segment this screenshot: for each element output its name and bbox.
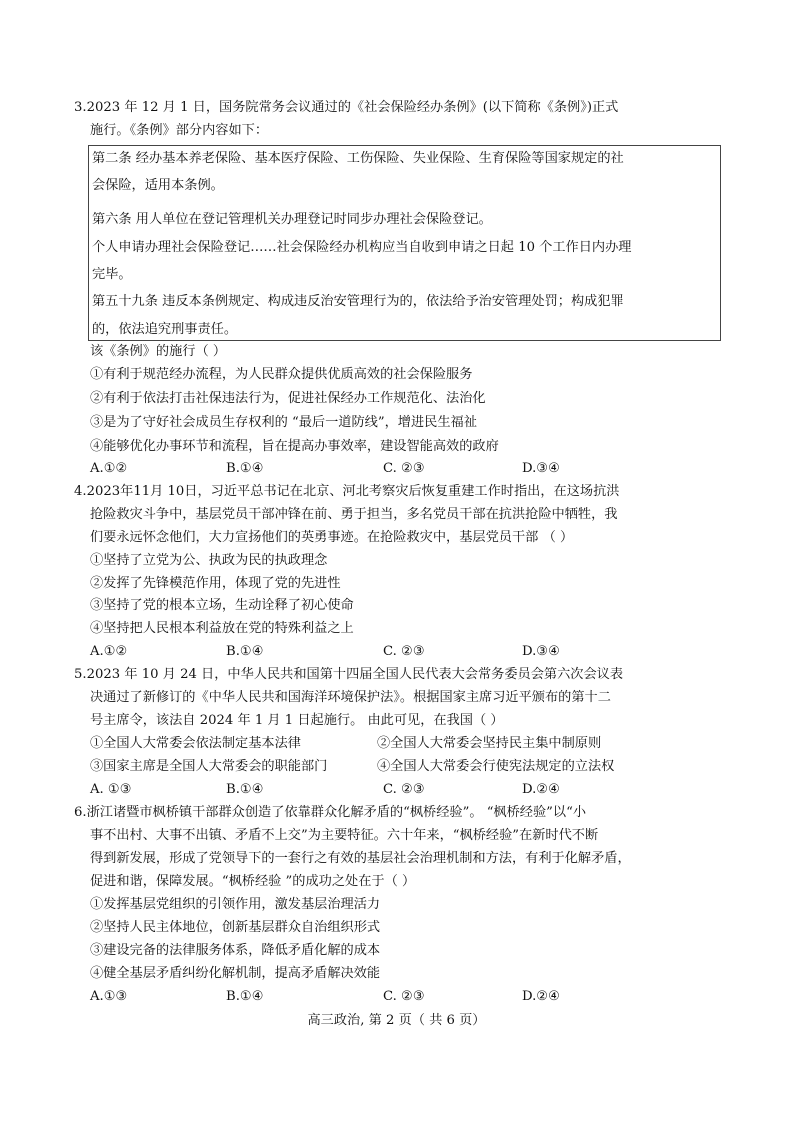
q5-choice-a: A. ①③ (90, 782, 132, 797)
q4-choice-d: D.③④ (522, 644, 560, 659)
q5-option-4: ④全国人大常委会行使宪法规定的立法权 (377, 759, 615, 774)
q3-choice-a: A.①② (90, 461, 128, 476)
excerpt-line-6: 第五十九条 违反本条例规定、构成违反治安管理行为的，依法给予治安管理处罚；构成犯罪 (92, 294, 624, 309)
excerpt-line-2: 会保险，适用本条例。 (92, 178, 224, 193)
q4-stem-line-1: 4.2023年11月 10日，习近平总书记在北京、河北考察灾后恢复重建工作时指出，在这场抗洪 (74, 484, 620, 499)
q3-stem-line-1: 3.2023 年 12 月 1 日，国务院常务会议通过的《社会保险经办条例》(以下简称《条例》)正式 (74, 100, 619, 115)
q3-choice-c: C. ②③ (383, 461, 425, 476)
excerpt-line-7: 的，依法追究刑事责任。 (92, 322, 238, 337)
q5-stem-line-3: 号主席令，该法自 2024 年 1 月 1 日起施行。 由此可见，在我国（ ） (90, 713, 504, 728)
q5-option-3: ③国家主席是全国人大常委会的职能部门 (90, 759, 328, 774)
q6-option-1: ①发挥基层党组织的引领作用，激发基层治理活力 (90, 897, 381, 912)
q4-choice-b: B.①④ (226, 644, 264, 659)
q4-stem-line-2: 抢险救灾斗争中，基层党员干部冲锋在前、勇于担当，多名党员干部在抗洪抢险中牺牲，我 (90, 507, 618, 522)
q5-option-2: ②全国人大常委会坚持民主集中制原则 (377, 736, 602, 751)
excerpt-line-5: 完毕。 (92, 267, 132, 282)
q3-choice-d: D.③④ (522, 461, 560, 476)
q6-stem-line-1: 6.浙江诸暨市枫桥镇干部群众创造了依靠群众化解矛盾的“枫桥经验”。 “枫桥经验”以“小 (74, 805, 587, 820)
excerpt-line-4: 个人申请办理社会保险登记……社会保险经办机构应当自收到申请之日起 10 个工作日内办理 (92, 240, 632, 255)
q4-choice-c: C. ②③ (383, 644, 425, 659)
q6-stem-line-3: 得到新发展，形成了党领导下的一套行之有效的基层社会治理机制和方法，有利于化解矛盾， (90, 851, 631, 866)
q6-stem-line-2: 事不出村、大事不出镇、矛盾不上交”为主要特征。六十年来，“枫桥经验”在新时代不断 (90, 828, 599, 843)
q6-option-2: ②坚持人民主体地位，创新基层群众自治组织形式 (90, 920, 381, 935)
q3-option-4: ④能够优化办事环节和流程，旨在提高办事效率，建设智能高效的政府 (90, 439, 499, 454)
q6-choice-a: A.①③ (90, 989, 128, 1004)
q3-choice-b: B.①④ (226, 461, 264, 476)
q5-stem-line-2: 决通过了新修订的《中华人民共和国海洋环境保护法》。根据国家主席习近平颁布的第十二 (90, 690, 611, 705)
q3-option-2: ②有利于依法打击社保违法行为，促进社保经办工作规范化、法治化 (90, 391, 486, 406)
q4-stem-line-3: 们要永远怀念他们，大力宣扬他们的英勇事迹。在抢险救灾中，基层党员干部 （ ） (90, 530, 574, 545)
q5-choice-d: D.②④ (522, 782, 560, 797)
q4-option-2: ②发挥了先锋模范作用，体现了党的先进性 (90, 576, 341, 591)
q4-option-1: ①坚持了立党为公、执政为民的执政理念 (90, 553, 328, 568)
q5-stem-line-1: 5.2023 年 10 月 24 日，中华人民共和国第十四届全国人民代表大会常务委员会第六次会议表 (74, 667, 624, 682)
q3-stem-line-2: 施行。《条例》部分内容如下： (90, 123, 269, 138)
q6-choice-d: D.②④ (522, 989, 560, 1004)
q4-option-4: ④坚持把人民根本利益放在党的特殊利益之上 (90, 621, 354, 636)
q5-choice-b: B.①④ (226, 782, 264, 797)
q5-option-1: ①全国人大常委会依法制定基本法律 (90, 736, 301, 751)
excerpt-line-1: 第二条 经办基本养老保险、基本医疗保险、工伤保险、失业保险、生育保险等国家规定的社 (92, 151, 624, 166)
q6-option-3: ③建设完备的法律服务体系，降低矛盾化解的成本 (90, 943, 381, 958)
q6-stem-line-4: 促进和谐，保障发展。“枫桥经验 ”的成功之处在于（ ） (90, 874, 416, 889)
excerpt-line-3: 第六条 用人单位在登记管理机关办理登记时同步办理社会保险登记。 (92, 212, 492, 227)
q6-choice-c: C. ②③ (383, 989, 425, 1004)
q4-choice-a: A.①② (90, 644, 128, 659)
q6-choice-b: B.①④ (226, 989, 264, 1004)
page-footer: 高三政治, 第 2 页（ 共 6 页） (307, 1013, 486, 1028)
q4-option-3: ③坚持了党的根本立场，生动诠释了初心使命 (90, 598, 354, 613)
q3-prompt: 该《条例》的施行（ ） (90, 344, 227, 359)
q3-option-1: ①有利于规范经办流程，为人民群众提供优质高效的社会保险服务 (90, 367, 473, 382)
q6-option-4: ④健全基层矛盾纠纷化解机制，提高矛盾解决效能 (90, 966, 381, 981)
q5-choice-c: C. ②③ (383, 782, 425, 797)
q3-option-3: ③是为了守好社会成员生存权利的 “最后一道防线”，增进民生福祉 (90, 415, 477, 430)
